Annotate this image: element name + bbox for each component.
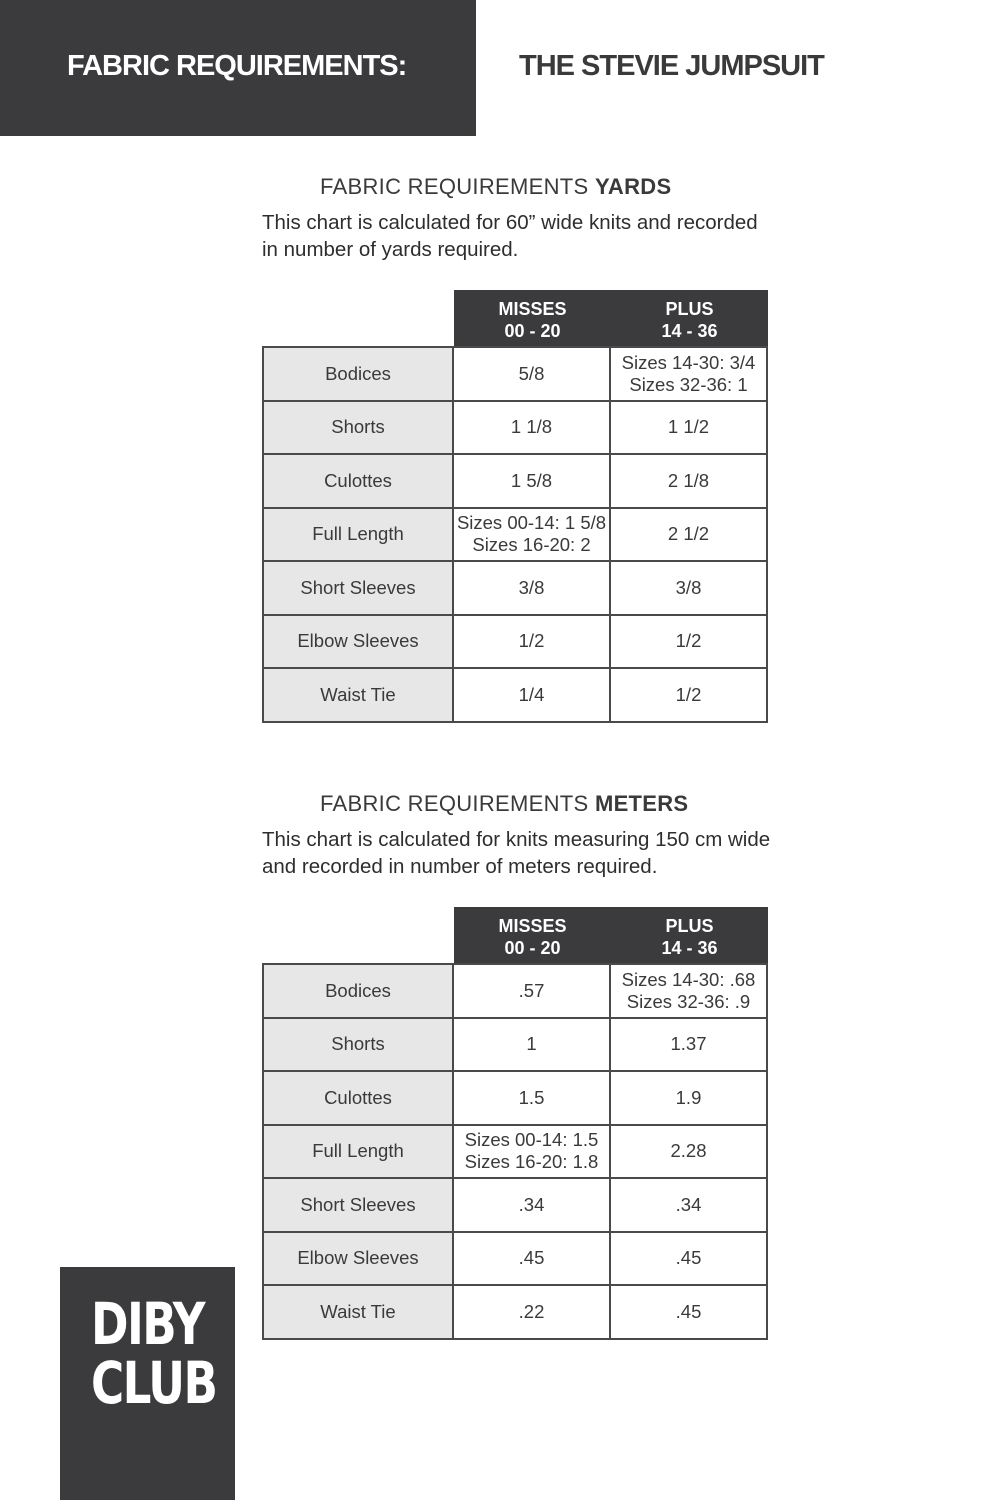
yards-title-prefix: FABRIC REQUIREMENTS <box>320 174 589 199</box>
plus-value-cell <box>610 401 767 455</box>
column-size-range: 00 - 20 <box>504 938 561 958</box>
plus-value: Sizes 14-30: 3/4 <box>621 351 756 373</box>
plus-value-cell <box>610 561 767 615</box>
yards-grid <box>262 346 768 723</box>
meters-table <box>262 907 768 1340</box>
yards-table <box>262 290 768 723</box>
plus-value: 1.37 <box>670 1033 707 1055</box>
row-label: Full Length <box>263 1125 453 1179</box>
table-row <box>263 1071 767 1125</box>
plus-value-cell <box>610 1285 767 1339</box>
table-row <box>263 615 767 669</box>
header-label: FABRIC REQUIREMENTS: <box>67 50 407 82</box>
brand-logo <box>60 1267 235 1500</box>
column-header-misses <box>454 915 611 959</box>
meters-desc-line: and recorded in number of meters required. <box>262 854 658 878</box>
page-title: THE STEVIE JUMPSUIT <box>519 50 824 82</box>
misses-value: .57 <box>518 979 545 1001</box>
plus-value: 2 1/2 <box>667 523 710 545</box>
plus-value-cell <box>610 1018 767 1072</box>
row-label: Culottes <box>263 1071 453 1125</box>
row-label: Bodices <box>263 347 453 401</box>
table-row <box>263 454 767 508</box>
misses-value: 1 1/8 <box>510 416 553 438</box>
misses-value: Sizes 00-14: 1 5/8 <box>456 512 607 534</box>
meters-description <box>262 827 782 880</box>
misses-value-cell <box>453 1285 610 1339</box>
row-label: Short Sleeves <box>263 1178 453 1232</box>
meters-table-header <box>262 907 768 963</box>
yards-section-title <box>320 174 671 200</box>
plus-value-cell <box>610 508 767 562</box>
table-row <box>263 1232 767 1286</box>
plus-value: Sizes 32-36: 1 <box>629 373 748 395</box>
misses-value: 1 <box>526 1033 537 1055</box>
misses-value: Sizes 16-20: 2 <box>472 534 591 556</box>
yards-desc-line: This chart is calculated for 60” wide knits and recorded <box>262 211 758 234</box>
row-label: Elbow Sleeves <box>263 615 453 669</box>
table-row <box>263 1178 767 1232</box>
table-row <box>263 964 767 1018</box>
misses-value-cell <box>453 347 610 401</box>
yards-title-emphasis: YARDS <box>594 174 672 199</box>
header-banner <box>0 0 476 136</box>
plus-value-cell <box>610 1125 767 1179</box>
plus-value: .45 <box>675 1247 702 1269</box>
misses-value-cell <box>453 1071 610 1125</box>
plus-value: 2.28 <box>670 1140 707 1162</box>
table-row <box>263 1018 767 1072</box>
misses-value-cell <box>453 1232 610 1286</box>
column-name: MISSES <box>498 299 567 319</box>
column-header-plus <box>611 915 768 959</box>
misses-value-cell <box>453 1178 610 1232</box>
row-label: Waist Tie <box>263 668 453 722</box>
table-row <box>263 1125 767 1179</box>
column-name: PLUS <box>665 299 714 319</box>
meters-desc-line: This chart is calculated for knits measuring 150 cm wide <box>262 828 771 851</box>
misses-value: 1/2 <box>518 630 545 652</box>
yards-description <box>262 210 782 263</box>
logo-line-2: CLUB <box>91 1349 217 1417</box>
misses-value-cell <box>453 668 610 722</box>
misses-value: .34 <box>518 1193 545 1215</box>
column-size-range: 00 - 20 <box>504 321 561 341</box>
misses-value: Sizes 16-20: 1.8 <box>464 1151 599 1173</box>
plus-value: 1/2 <box>675 630 702 652</box>
column-name: MISSES <box>498 916 567 936</box>
meters-title-emphasis: METERS <box>594 791 689 816</box>
row-label: Waist Tie <box>263 1285 453 1339</box>
misses-value-cell <box>453 508 610 562</box>
table-row <box>263 347 767 401</box>
column-size-range: 14 - 36 <box>661 321 718 341</box>
plus-value-cell <box>610 1232 767 1286</box>
column-name: PLUS <box>665 916 714 936</box>
misses-value: 1/4 <box>518 683 545 705</box>
row-label: Bodices <box>263 964 453 1018</box>
misses-value-cell <box>453 561 610 615</box>
misses-value-cell <box>453 964 610 1018</box>
meters-section-title <box>320 791 688 817</box>
misses-value: 3/8 <box>518 576 545 598</box>
table-row <box>263 1285 767 1339</box>
plus-value: .34 <box>675 1193 702 1215</box>
row-label: Culottes <box>263 454 453 508</box>
row-label: Shorts <box>263 401 453 455</box>
yards-table-header <box>262 290 768 346</box>
misses-value-cell <box>453 615 610 669</box>
misses-value: 5/8 <box>518 362 545 384</box>
table-row <box>263 401 767 455</box>
misses-value-cell <box>453 1018 610 1072</box>
meters-grid <box>262 963 768 1340</box>
yards-desc-line: in number of yards required. <box>262 237 519 261</box>
misses-value: Sizes 00-14: 1.5 <box>464 1129 599 1151</box>
plus-value-cell <box>610 1071 767 1125</box>
row-label: Elbow Sleeves <box>263 1232 453 1286</box>
plus-value-cell <box>610 964 767 1018</box>
row-label: Full Length <box>263 508 453 562</box>
column-header-plus <box>611 298 768 342</box>
row-label: Short Sleeves <box>263 561 453 615</box>
misses-value-cell <box>453 454 610 508</box>
column-header-misses <box>454 298 611 342</box>
plus-value: 2 1/8 <box>667 469 710 491</box>
misses-value-cell <box>453 401 610 455</box>
plus-value: 3/8 <box>675 576 702 598</box>
column-size-range: 14 - 36 <box>661 938 718 958</box>
plus-value-cell <box>610 454 767 508</box>
misses-value: 1.5 <box>518 1086 545 1108</box>
plus-value: Sizes 14-30: .68 <box>621 968 756 990</box>
plus-value-cell <box>610 1178 767 1232</box>
plus-value: 1/2 <box>675 683 702 705</box>
row-label: Shorts <box>263 1018 453 1072</box>
plus-value-cell <box>610 347 767 401</box>
table-row <box>263 668 767 722</box>
logo-line-1: DIBY <box>91 1290 204 1358</box>
misses-value-cell <box>453 1125 610 1179</box>
plus-value-cell <box>610 668 767 722</box>
misses-value: .45 <box>518 1247 545 1269</box>
plus-value-cell <box>610 615 767 669</box>
plus-value: .45 <box>675 1300 702 1322</box>
plus-value: Sizes 32-36: .9 <box>626 990 751 1012</box>
misses-value: .22 <box>518 1300 545 1322</box>
meters-title-prefix: FABRIC REQUIREMENTS <box>320 791 589 816</box>
misses-value: 1 5/8 <box>510 469 553 491</box>
plus-value: 1.9 <box>675 1086 702 1108</box>
table-row <box>263 561 767 615</box>
plus-value: 1 1/2 <box>667 416 710 438</box>
table-row <box>263 508 767 562</box>
